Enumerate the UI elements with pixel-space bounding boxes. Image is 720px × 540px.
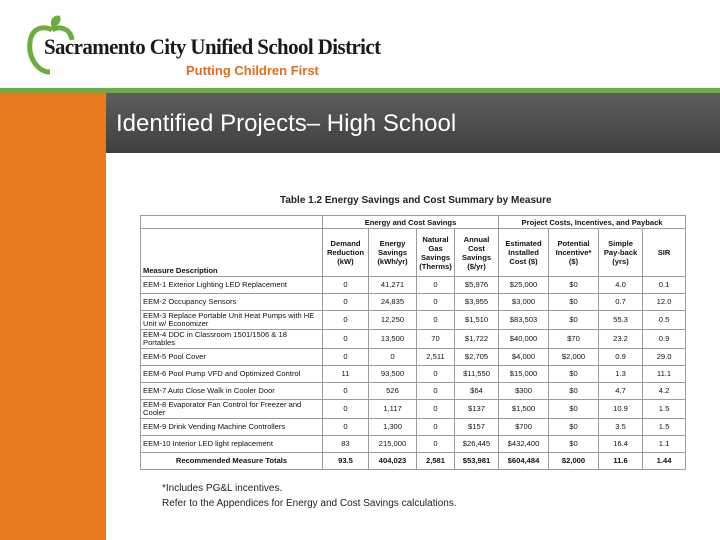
table-body [141,277,686,470]
table-cell: $0 [549,436,599,453]
table-cell: 0.9 [643,330,686,349]
measure-description-cell: EEM-5 Pool Cover [141,349,323,366]
column-header: SIR [643,229,686,277]
column-header: Potential Incentive* ($) [549,229,599,277]
measure-description-cell: EEM-3 Replace Portable Unit Heat Pumps with HE Unit w/ Economizer [141,311,323,330]
table-cell: 404,023 [369,453,417,470]
header-bar [0,0,720,88]
table-cell: 1.3 [599,366,643,383]
district-name: Sacramento City Unified School District [44,34,381,59]
table-row [141,436,686,453]
footnote-appendices: Refer to the Appendices for Energy and Cost Savings calculations. [162,498,457,509]
table-cell: $25,000 [499,277,549,294]
table-cell: 10.9 [599,400,643,419]
table-cell: $700 [499,419,549,436]
measure-description-cell: EEM-2 Occupancy Sensors [141,294,323,311]
table-cell: 526 [369,383,417,400]
table-cell: 3.5 [599,419,643,436]
measure-description-cell: EEM-4 DDC in Classroom 1501/1506 & 18 Portables [141,330,323,349]
table-cell: 0 [323,330,369,349]
table-cell: 0 [417,294,455,311]
table-row [141,330,686,349]
table-cell: 4.2 [643,383,686,400]
table-cell: $53,981 [455,453,499,470]
table-row [141,294,686,311]
table-cell: $2,000 [549,453,599,470]
table-cell: $1,510 [455,311,499,330]
table-cell: 0 [417,383,455,400]
table-cell: 93.5 [323,453,369,470]
table-cell: 1,300 [369,419,417,436]
column-header: Energy Savings (kWh/yr) [369,229,417,277]
table-cell: $1,500 [499,400,549,419]
table-cell: 1,117 [369,400,417,419]
footnote-incentives: *Includes PG&L incentives. [162,483,283,494]
table-cell: 11 [323,366,369,383]
table-cell: $0 [549,311,599,330]
group-header-energy: Energy and Cost Savings [323,216,499,229]
table-cell: 24,835 [369,294,417,311]
table-cell: 0.1 [643,277,686,294]
table-cell: $1,722 [455,330,499,349]
group-header-costs: Project Costs, Incentives, and Payback [499,216,686,229]
table-cell: 0 [323,349,369,366]
table-cell: 0 [417,400,455,419]
table-cell: 1.1 [643,436,686,453]
totals-row [141,453,686,470]
table-cell: $157 [455,419,499,436]
table-cell: 41,271 [369,277,417,294]
orange-side-band [0,93,106,540]
table-cell: 0 [323,383,369,400]
table-cell: 11.1 [643,366,686,383]
table-cell: 12.0 [643,294,686,311]
column-header: Estimated Installed Cost ($) [499,229,549,277]
table-cell: $0 [549,366,599,383]
table-cell: 11.6 [599,453,643,470]
table-cell: $11,550 [455,366,499,383]
table-cell: 55.3 [599,311,643,330]
table-cell: $2,000 [549,349,599,366]
measure-description-cell: EEM-10 Interior LED light replacement [141,436,323,453]
table-cell: $0 [549,294,599,311]
table-cell: 2,511 [417,349,455,366]
table-cell: 1.5 [643,400,686,419]
table-cell: $4,000 [499,349,549,366]
table-cell: $137 [455,400,499,419]
table-cell: 0.9 [599,349,643,366]
measure-description-cell: EEM-8 Evaporator Fan Control for Freezer and Cooler [141,400,323,419]
table-cell: 0 [417,277,455,294]
table-cell: $0 [549,277,599,294]
table-cell: $64 [455,383,499,400]
table-cell: 4.7 [599,383,643,400]
column-header: Natural Gas Savings (Therms) [417,229,455,277]
table-cell: $3,000 [499,294,549,311]
table-cell: 0 [417,366,455,383]
table-cell: 0 [323,419,369,436]
table-cell: $432,400 [499,436,549,453]
footnotes [162,481,457,511]
header-blank [141,216,323,229]
table-cell: 23.2 [599,330,643,349]
column-header: Annual Cost Savings ($/yr) [455,229,499,277]
table-cell: 0 [323,294,369,311]
table-cell: 1.5 [643,419,686,436]
table-row [141,366,686,383]
slide-title: Identified Projects– High School [116,110,457,137]
table-cell: $26,445 [455,436,499,453]
table-cell: 0 [323,277,369,294]
table-row [141,383,686,400]
table-cell: 0 [417,419,455,436]
measure-description-cell: EEM-1 Exterior Lighting LED Replacement [141,277,323,294]
column-header: Measure Description [141,229,323,277]
table-cell: 2,581 [417,453,455,470]
table-row [141,400,686,419]
table-cell: $604,484 [499,453,549,470]
table-row [141,311,686,330]
table-cell: 0 [369,349,417,366]
column-header: Demand Reduction (kW) [323,229,369,277]
measure-description-cell: EEM-9 Drink Vending Machine Controllers [141,419,323,436]
table-cell: $300 [499,383,549,400]
measure-description-cell: EEM-7 Auto Close Walk in Cooler Door [141,383,323,400]
table-cell: 0 [417,311,455,330]
table-cell: 70 [417,330,455,349]
energy-savings-table [140,215,686,470]
table-cell: 16.4 [599,436,643,453]
table-row [141,419,686,436]
table-cell: 0 [323,311,369,330]
table-cell: $40,000 [499,330,549,349]
table-cell: 29.0 [643,349,686,366]
table-cell: $2,705 [455,349,499,366]
table-title: Table 1.2 Energy Savings and Cost Summary by Measure [280,195,552,206]
table-cell: $3,955 [455,294,499,311]
table-cell: 93,500 [369,366,417,383]
table-cell: 1.44 [643,453,686,470]
table-cell: 13,500 [369,330,417,349]
tagline: Putting Children First [186,63,319,78]
table-cell: $83,503 [499,311,549,330]
table-cell: 0 [417,436,455,453]
table-cell: 0.5 [643,311,686,330]
table-row [141,349,686,366]
measure-description-cell: EEM-6 Pool Pump VFD and Optimized Control [141,366,323,383]
measure-description-cell: Recommended Measure Totals [141,453,323,470]
table-cell: $70 [549,330,599,349]
table-cell: $0 [549,400,599,419]
table-cell: 0 [323,400,369,419]
table-cell: $15,000 [499,366,549,383]
table-cell: $5,976 [455,277,499,294]
table-cell: 12,250 [369,311,417,330]
table-row [141,277,686,294]
table-cell: 215,000 [369,436,417,453]
table-cell: 83 [323,436,369,453]
table-cell: $0 [549,383,599,400]
table-cell: 4.0 [599,277,643,294]
table-cell: 0.7 [599,294,643,311]
table-cell: $0 [549,419,599,436]
column-header: Simple Pay-back (yrs) [599,229,643,277]
